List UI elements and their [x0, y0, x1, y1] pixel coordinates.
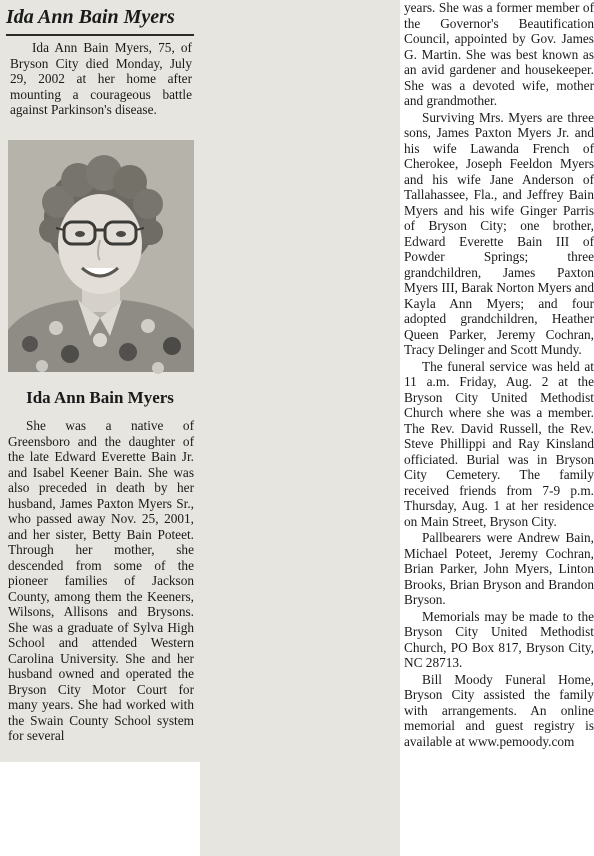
right-column-text — [404, 0, 594, 750]
obituary-paragraph-continued: years. She was a former member of the Governor's Beautification Council, appointed by Gov. James G. Martin. She was best known as an avid gardener and housekeeper. She was a devoted wife, mother and grandmother. — [404, 0, 594, 108]
headline-rule — [6, 34, 194, 36]
funeral-service-paragraph: The funeral service was held at 11 a.m. Friday, Aug. 2 at the Bryson City United Methodist Church where she was a member. The Rev. David Russell, the Rev. Steve Phillippi and Ray Kinsland officiated. Burial was in Bryson City Cemetery. The family received friends from 7-9 p.m. Thursday, Aug. 1 at her residence on Main Street, Bryson City. — [404, 358, 594, 529]
portrait-image — [8, 140, 194, 372]
funeral-home-paragraph: Bill Moody Funeral Home, Bryson City assisted the family with arrangements. An online memorial and guest registry is available at www.pemoody.com — [404, 671, 594, 749]
photo-caption: Ida Ann Bain Myers — [26, 388, 174, 407]
portrait-photo — [8, 140, 194, 372]
survivors-paragraph: Surviving Mrs. Myers are three sons, James Paxton Myers Jr. and his wife Lawanda French of Cherokee, Joseph Feeldon Myers and his wife Jane Anderson of Tallahassee, Fla., and Jeffrey Bain Myers and his wife Ginger Parris of Bryson City; one brother, Edward Everette Bain III of Powder Springs; three grandchildren, James Paxton Myers III, Barak Norton Myers and Kayla Ann Myers; and four adopted grandchildren, Heather Queen Parker, Jeremy Cochran, Tracy Delinger and Scott Mundy. — [404, 109, 594, 357]
obituary-lead: Ida Ann Bain Myers, 75, of Bryson City died Monday, July 29, 2002 at her home after mounting a courageous battle against Parkinson's disease. — [10, 40, 192, 117]
obituary-paragraph: She was a native of Greensboro and the daughter of the late Edward Everette Bain Jr. and Isabel Keener Bain. She was also preceded in death by her husband, James Paxton Myers Sr., who passed away Nov. 25, 2001, and her sister, Betty Bain Poteet. Through her mother, she descended from some of the pioneer families of Jackson County, among them the Keeners, Wilsons, Allisons and Brysons. She was a graduate of Sylva High School and attended Western Carolina University. She and her husband owned and operated the Bryson City Motor Court for many years. She had worked with the Swain County School system for several — [8, 418, 194, 743]
memorials-paragraph: Memorials may be made to the Bryson City United Methodist Church, PO Box 817, Bryson City, NC 28713. — [404, 608, 594, 670]
left-column — [0, 0, 200, 762]
right-column — [200, 0, 594, 856]
pallbearers-paragraph: Pallbearers were Andrew Bain, Michael Poteet, Jeremy Cochran, Brian Parker, John Myers, Linton Brooks, Brian Bryson and Brandon Bryson. — [404, 530, 594, 607]
obituary-headline: Ida Ann Bain Myers — [6, 6, 175, 28]
